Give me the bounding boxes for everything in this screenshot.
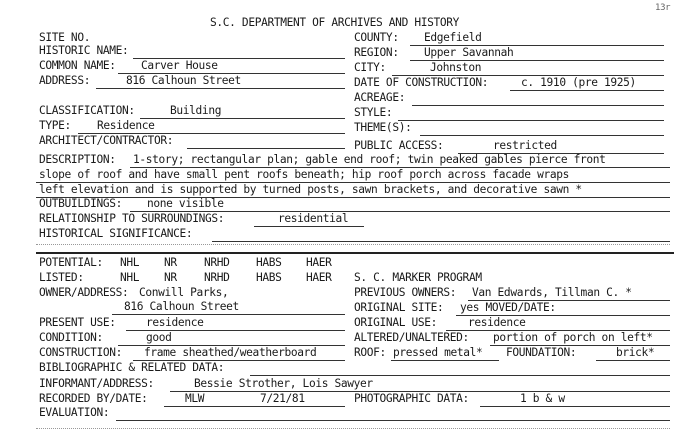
original-use-value: residence — [468, 316, 526, 329]
city-label: CITY: — [354, 61, 386, 74]
county-value: Edgefield — [424, 31, 482, 44]
potential-nhl: NHL — [120, 256, 140, 269]
public-access-value: restricted — [493, 139, 557, 152]
region-label: REGION: — [354, 46, 399, 59]
address-label: ADDRESS: — [39, 74, 91, 87]
relationship-value: residential — [278, 212, 349, 225]
type-label: TYPE: — [39, 119, 71, 132]
roof-line — [391, 360, 499, 361]
original-use-label: ORIGINAL USE: — [354, 316, 438, 329]
relationship-line — [254, 226, 364, 227]
owner-line — [112, 314, 345, 315]
description-label: DESCRIPTION: — [39, 153, 116, 166]
classification-label: CLASSIFICATION: — [39, 104, 135, 117]
present-use-value: residence — [146, 316, 204, 329]
condition-label: CONDITION: — [39, 331, 103, 344]
outbuildings-label: OUTBUILDINGS: — [39, 197, 123, 210]
evaluation-dotted-line — [36, 428, 670, 429]
themes-label: THEME(S): — [354, 121, 412, 134]
architect-label: ARCHITECT/CONTRACTOR: — [39, 134, 174, 147]
listed-nhl: NHL — [120, 271, 140, 284]
marker-program-label: S. C. MARKER PROGRAM — [354, 271, 482, 284]
date-construction-value: c. 1910 (pre 1925) — [521, 76, 636, 89]
listed-label: LISTED: — [39, 271, 84, 284]
classification-line — [140, 118, 345, 119]
altered-value: portion of porch on left* — [493, 331, 653, 344]
acreage-label: ACREAGE: — [354, 91, 406, 104]
bibliographic-label: BIBLIOGRAPHIC & RELATED DATA: — [39, 361, 225, 374]
recorded-line — [164, 406, 345, 407]
potential-label: POTENTIAL: — [39, 256, 103, 269]
informant-label: INFORMANT/ADDRESS: — [39, 377, 154, 390]
significance-dotted-line — [36, 244, 670, 245]
bibliographic-line — [250, 375, 670, 376]
construction-value: frame sheathed/weatherboard — [144, 346, 317, 359]
listed-nrhd: NRHD — [204, 271, 230, 284]
previous-owners-label: PREVIOUS OWNERS: — [354, 286, 457, 299]
style-label: STYLE: — [354, 106, 393, 119]
region-value: Upper Savannah — [424, 46, 514, 59]
acreage-line — [412, 105, 664, 106]
listed-habs: HABS — [256, 271, 282, 284]
original-site-label: ORIGINAL SITE: — [354, 301, 444, 314]
themes-line — [420, 135, 664, 136]
style-line — [398, 120, 664, 121]
roof-label: ROOF: — [354, 346, 386, 359]
city-value: Johnston — [430, 61, 482, 74]
condition-value: good — [146, 331, 172, 344]
county-label: COUNTY: — [354, 31, 399, 44]
architect-line — [187, 148, 345, 149]
description-line-2: slope of roof and have small pent roofs beneath; hip roof porch across facade wraps — [39, 168, 569, 181]
date-construction-label: DATE OF CONSTRUCTION: — [354, 76, 489, 89]
type-value: Residence — [97, 119, 155, 132]
section-divider — [36, 252, 674, 254]
public-access-label: PUBLIC ACCESS: — [354, 139, 444, 152]
present-use-label: PRESENT USE: — [39, 316, 116, 329]
classification-value: Building — [170, 104, 222, 117]
previous-owners-value: Van Edwards, Tillman C. * — [472, 286, 632, 299]
potential-nr: NR — [164, 256, 177, 269]
recorded-date-value: 7/21/81 — [260, 392, 305, 405]
listed-nr: NR — [164, 271, 177, 284]
informant-value: Bessie Strother, Lois Sawyer — [194, 377, 373, 390]
evaluation-label: EVALUATION: — [39, 406, 110, 419]
owner-label: OWNER/ADDRESS: — [39, 286, 129, 299]
page-number: 13r — [655, 3, 671, 13]
owner-value-1: Conwill Parks, — [139, 286, 229, 299]
outbuildings-value: none visible — [147, 197, 224, 210]
date-construction-line — [510, 90, 664, 91]
historic-name-label: HISTORIC NAME: — [39, 44, 129, 57]
potential-nrhd: NRHD — [204, 256, 230, 269]
roof-value: pressed metal* — [393, 346, 483, 359]
altered-label: ALTERED/UNALTERED: — [354, 331, 469, 344]
construction-label: CONSTRUCTION: — [39, 346, 123, 359]
recorded-label: RECORDED BY/DATE: — [39, 392, 148, 405]
owner-value-2: 816 Calhoun Street — [124, 300, 239, 313]
historical-significance-label: HISTORICAL SIGNIFICANCE: — [39, 227, 193, 240]
description-line-1: 1-story; rectangular plan; gable end roof; twin peaked gables pierce front — [133, 153, 606, 166]
potential-haer: HAER — [306, 256, 332, 269]
common-name-label: COMMON NAME: — [39, 59, 116, 72]
original-site-value: yes MOVED/DATE: — [460, 301, 556, 314]
foundation-value: brick* — [616, 346, 655, 359]
form-header: S.C. DEPARTMENT OF ARCHIVES AND HISTORY — [210, 16, 460, 29]
address-line — [96, 88, 345, 89]
foundation-line — [596, 360, 670, 361]
description-line-3: left elevation and is supported by turned posts, sawn brackets, and decorative sawn * — [39, 183, 582, 196]
photographic-line — [480, 406, 670, 407]
photographic-value: 1 b & w — [520, 392, 565, 405]
common-name-value: Carver House — [141, 59, 218, 72]
recorded-by-value: MLW — [185, 392, 205, 405]
address-value: 816 Calhoun Street — [126, 74, 241, 87]
potential-habs: HABS — [256, 256, 282, 269]
historical-significance-line — [212, 241, 670, 242]
relationship-label: RELATIONSHIP TO SURROUNDINGS: — [39, 212, 225, 225]
description-underline-3 — [36, 197, 670, 198]
site-no-label: SITE NO. — [39, 31, 91, 44]
evaluation-line — [116, 420, 670, 421]
photographic-label: PHOTOGRAPHIC DATA: — [354, 392, 469, 405]
listed-haer: HAER — [306, 271, 332, 284]
foundation-label: FOUNDATION: — [506, 346, 577, 359]
